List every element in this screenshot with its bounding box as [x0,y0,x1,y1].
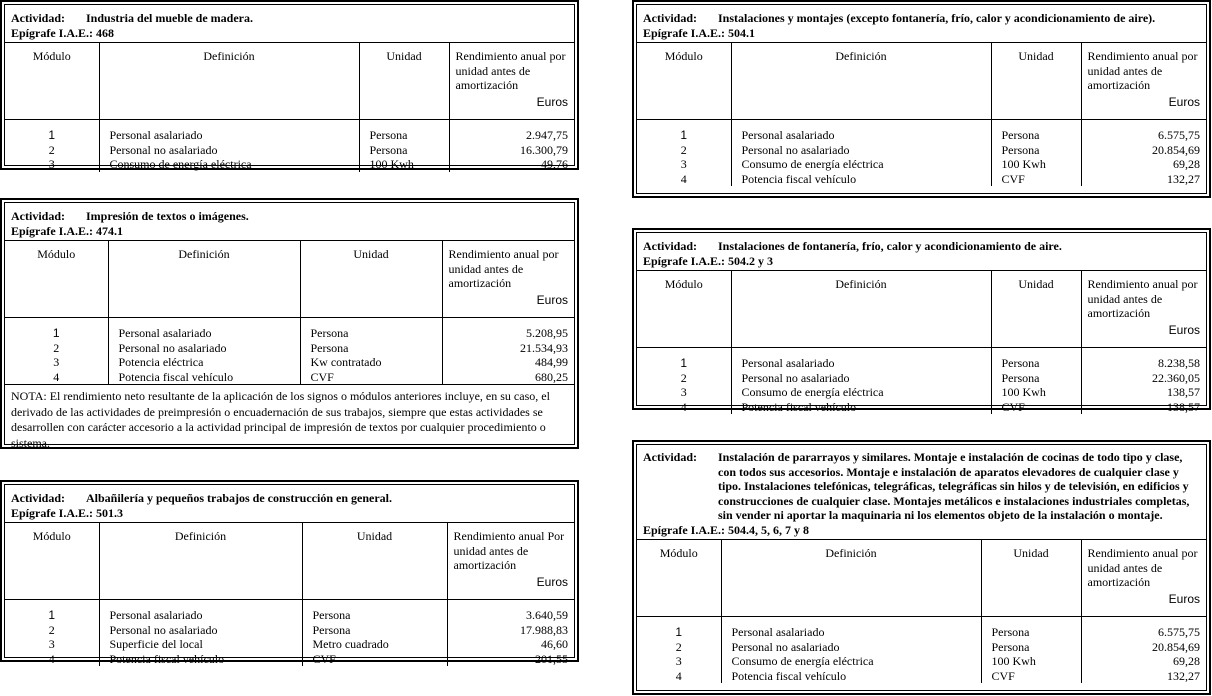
actividad-label: Actividad: [643,239,697,253]
table-row [5,623,574,638]
unidad-cell: CVF [981,669,1081,684]
modulo-cell: 3 [53,355,60,369]
block-header [5,485,574,522]
definicion-cell: Superficie del local [99,637,302,652]
epigrafe-value: 474.1 [96,223,123,238]
unidad-cell: Metro cuadrado [302,637,447,652]
header-modulo: Módulo [637,43,731,120]
actividad-text: Impresión de textos o imágenes. [86,209,249,223]
header-modulo: Módulo [5,523,99,600]
header-definicion: Definición [99,43,359,120]
header-unidad: Unidad [991,271,1081,348]
block-header [637,445,1206,539]
unidad-cell: 100 Kwh [359,157,449,172]
modulo-cell: 1 [680,356,688,370]
activity-block-5 [632,440,1211,695]
epigrafe-label: Epígrafe I.A.E.: [643,253,725,268]
header-unidad: Unidad [991,43,1081,120]
header-rendimiento: Rendimiento anual Por unidad antes de amortización Euros [447,523,574,600]
epigrafe-value: 468 [96,25,114,40]
modulo-cell: 3 [675,654,682,668]
table-row [5,120,574,143]
table-header-row [5,241,574,318]
table-row [637,348,1206,371]
header-definicion: Definición [99,523,302,600]
header-definicion: Definición [108,241,300,318]
actividad-text: Instalaciones y montajes (excepto fontanería, frío, calor y acondicionamiento de aire). [718,11,1156,25]
rendimiento-cell: 8.238,58 [1081,348,1206,371]
definicion-cell: Potencia fiscal vehículo [731,172,991,187]
rendimiento-cell: 20.854,69 [1081,143,1206,158]
rendimiento-cell: 201,55 [447,652,574,667]
definicion-cell: Consumo de energía eléctrica [99,157,359,172]
rendimiento-cell: 20.854,69 [1081,640,1206,655]
definicion-cell: Personal no asalariado [721,640,981,655]
block-header [5,203,574,240]
actividad-text: Albañilería y pequeños trabajos de construcción en general. [86,491,392,505]
header-unidad: Unidad [981,540,1081,617]
block-header [637,233,1206,270]
table-row [637,617,1206,640]
modulo-cell: 2 [48,622,55,637]
header-unidad: Unidad [300,241,442,318]
modulo-cell: 1 [48,128,56,142]
modulo-cell: 4 [680,399,687,414]
activity-block-4 [632,228,1211,414]
definicion-cell: Personal asalariado [108,318,300,341]
table-row [5,341,574,356]
rendimiento-cell: 132,27 [1081,172,1206,187]
rendimiento-cell: 2.947,75 [449,120,574,143]
rendimiento-cell: 132,27 [1081,669,1206,684]
header-rendimiento: Rendimiento anual por unidad antes de amortización Euros [442,241,574,318]
header-unidad: Unidad [359,43,449,120]
header-euros: Euros [536,574,568,589]
header-euros: Euros [536,292,568,307]
table-row [637,400,1206,415]
rendimiento-cell: 49,76 [449,157,574,172]
epigrafe-label: Epígrafe I.A.E.: [643,522,725,537]
unidad-cell: Persona [991,143,1081,158]
header-modulo: Módulo [637,540,721,617]
definicion-cell: Personal no asalariado [99,143,359,158]
unidad-cell: Persona [991,371,1081,386]
definicion-cell: Potencia fiscal vehículo [99,652,302,667]
epigrafe-label: Epígrafe I.A.E.: [11,505,93,520]
unidad-cell: Persona [981,617,1081,640]
actividad-label: Actividad: [643,11,697,25]
definicion-cell: Potencia fiscal vehículo [721,669,981,684]
unidad-cell: 100 Kwh [981,654,1081,669]
block-header [637,5,1206,42]
actividad-label: Actividad: [11,491,65,505]
modulo-cell: 2 [53,340,60,355]
definicion-cell: Consumo de energía eléctrica [731,385,991,400]
actividad-label: Actividad: [643,450,697,464]
actividad-label: Actividad: [11,11,65,25]
modules-table [637,42,1206,186]
unidad-cell: Persona [991,120,1081,143]
epigrafe-value: 504.4, 5, 6, 7 y 8 [728,522,809,537]
modulo-cell: 3 [48,157,55,171]
table-header-row [5,43,574,120]
definicion-cell: Consumo de energía eléctrica [721,654,981,669]
table-row [5,355,574,370]
modulo-cell: 3 [680,157,687,171]
modules-table [5,240,574,384]
actividad-text: Industria del mueble de madera. [86,11,254,25]
header-euros: Euros [536,94,568,109]
header-euros: Euros [1168,94,1200,109]
definicion-cell: Personal no asalariado [731,143,991,158]
definicion-cell: Personal no asalariado [99,623,302,638]
unidad-cell: Persona [359,143,449,158]
unidad-cell: Persona [302,600,447,623]
table-header-row [637,43,1206,120]
epigrafe-label: Epígrafe I.A.E.: [11,25,93,40]
modulo-cell: 2 [680,142,687,157]
table-row [5,600,574,623]
epigrafe-value: 501.3 [96,505,123,520]
table-row [5,652,574,667]
modules-table [5,522,574,666]
header-definicion: Definición [731,271,991,348]
modulo-cell: 4 [675,668,682,683]
table-row [5,370,574,385]
unidad-cell: Persona [300,318,442,341]
table-row [637,157,1206,172]
activity-block-1 [0,198,579,449]
rendimiento-cell: 21.534,93 [442,341,574,356]
modulo-cell: 1 [675,625,683,639]
definicion-cell: Personal no asalariado [108,341,300,356]
rendimiento-cell: 22.360,05 [1081,371,1206,386]
epigrafe-value: 504.2 y 3 [728,253,773,268]
table-row [637,120,1206,143]
unidad-cell: Persona [302,623,447,638]
unidad-cell: 100 Kwh [991,157,1081,172]
modulo-cell: 1 [680,128,688,142]
rendimiento-cell: 5.208,95 [442,318,574,341]
header-euros: Euros [1168,591,1200,606]
modulo-cell: 2 [675,639,682,654]
epigrafe-label: Epígrafe I.A.E.: [11,223,93,238]
rendimiento-cell: 69,28 [1081,157,1206,172]
rendimiento-cell: 680,25 [442,370,574,385]
header-rendimiento: Rendimiento anual por unidad antes de amortización Euros [1081,271,1206,348]
rendimiento-cell: 484,99 [442,355,574,370]
definicion-cell: Consumo de energía eléctrica [731,157,991,172]
unidad-cell: 100 Kwh [991,385,1081,400]
actividad-text: Instalación de pararrayos y similares. Montaje e instalación de cocinas de todo tipo y clase, con todos sus accesorios. Montaje e instalación de aparatos elevadores de cualquier clase y tipo. Instalaciones telefónicas, telegráficas, telegráficas sin hilos y de televisión, en edificios y construcciones de cualquier clase. Montajes metálicos e instalaciones industriales completas, sin vender ni aportar la maquinaria ni los elementos objeto de la instalación o montaje. [718,450,1190,522]
header-definicion: Definición [721,540,981,617]
table-row [5,157,574,172]
unidad-cell: CVF [991,172,1081,187]
modules-table [637,539,1206,683]
unidad-cell: CVF [991,400,1081,415]
table-header-row [5,523,574,600]
table-row [637,669,1206,684]
rendimiento-cell: 138,57 [1081,400,1206,415]
definicion-cell: Personal asalariado [731,348,991,371]
definicion-cell: Personal asalariado [99,120,359,143]
header-rendimiento: Rendimiento anual por unidad antes de amortización Euros [449,43,574,120]
rendimiento-cell: 138,57 [1081,385,1206,400]
modules-table [5,42,574,172]
definicion-cell: Potencia fiscal vehículo [731,400,991,415]
unidad-cell: Kw contratado [300,355,442,370]
unidad-cell: Persona [991,348,1081,371]
rendimiento-cell: 17.988,83 [447,623,574,638]
modulo-cell: 4 [53,369,60,384]
modulo-cell: 2 [680,370,687,385]
header-rendimiento: Rendimiento anual por unidad antes de amortización Euros [1081,540,1206,617]
unidad-cell: Persona [300,341,442,356]
definicion-cell: Potencia eléctrica [108,355,300,370]
table-row [5,637,574,652]
table-row [637,385,1206,400]
header-modulo: Módulo [5,241,108,318]
table-row [637,640,1206,655]
actividad-label: Actividad: [11,209,65,223]
modulo-cell: 3 [48,637,55,651]
activity-block-3 [632,0,1211,198]
activity-block-0 [0,0,579,170]
header-rendimiento: Rendimiento anual por unidad antes de amortización Euros [1081,43,1206,120]
definicion-cell: Personal no asalariado [731,371,991,386]
table-row [5,318,574,341]
header-euros: Euros [1168,322,1200,337]
modulo-cell: 3 [680,385,687,399]
table-row [637,172,1206,187]
nota-text: NOTA: El rendimiento neto resultante de la aplicación de los signos o módulos anteriores incluye, en su caso, el derivado de las actividades de preimpresión o encuadernación de sus trabajos, siempre que estas actividades se desarrollen con carácter accesorio a la actividad principal de impresión de textos por cualquier procedimiento o sistema. [5,384,574,455]
table-row [637,143,1206,158]
block-header [5,5,574,42]
table-row [637,371,1206,386]
header-modulo: Módulo [637,271,731,348]
unidad-cell: Persona [359,120,449,143]
modulo-cell: 4 [48,651,55,666]
activity-block-2 [0,480,579,666]
rendimiento-cell: 69,28 [1081,654,1206,669]
modulo-cell: 2 [48,142,55,157]
definicion-cell: Potencia fiscal vehículo [108,370,300,385]
modulo-cell: 1 [48,608,56,622]
table-header-row [637,540,1206,617]
unidad-cell: CVF [302,652,447,667]
actividad-text: Instalaciones de fontanería, frío, calor y acondicionamiento de aire. [718,239,1062,253]
definicion-cell: Personal asalariado [721,617,981,640]
rendimiento-cell: 46,60 [447,637,574,652]
modulo-cell: 4 [680,171,687,186]
table-row [5,143,574,158]
unidad-cell: CVF [300,370,442,385]
unidad-cell: Persona [981,640,1081,655]
header-unidad: Unidad [302,523,447,600]
table-header-row [637,271,1206,348]
definicion-cell: Personal asalariado [731,120,991,143]
epigrafe-value: 504.1 [728,25,755,40]
definicion-cell: Personal asalariado [99,600,302,623]
table-row [637,654,1206,669]
epigrafe-label: Epígrafe I.A.E.: [643,25,725,40]
modules-table [637,270,1206,414]
rendimiento-cell: 16.300,79 [449,143,574,158]
header-modulo: Módulo [5,43,99,120]
rendimiento-cell: 3.640,59 [447,600,574,623]
rendimiento-cell: 6.575,75 [1081,617,1206,640]
header-definicion: Definición [731,43,991,120]
modulo-cell: 1 [52,326,60,340]
rendimiento-cell: 6.575,75 [1081,120,1206,143]
